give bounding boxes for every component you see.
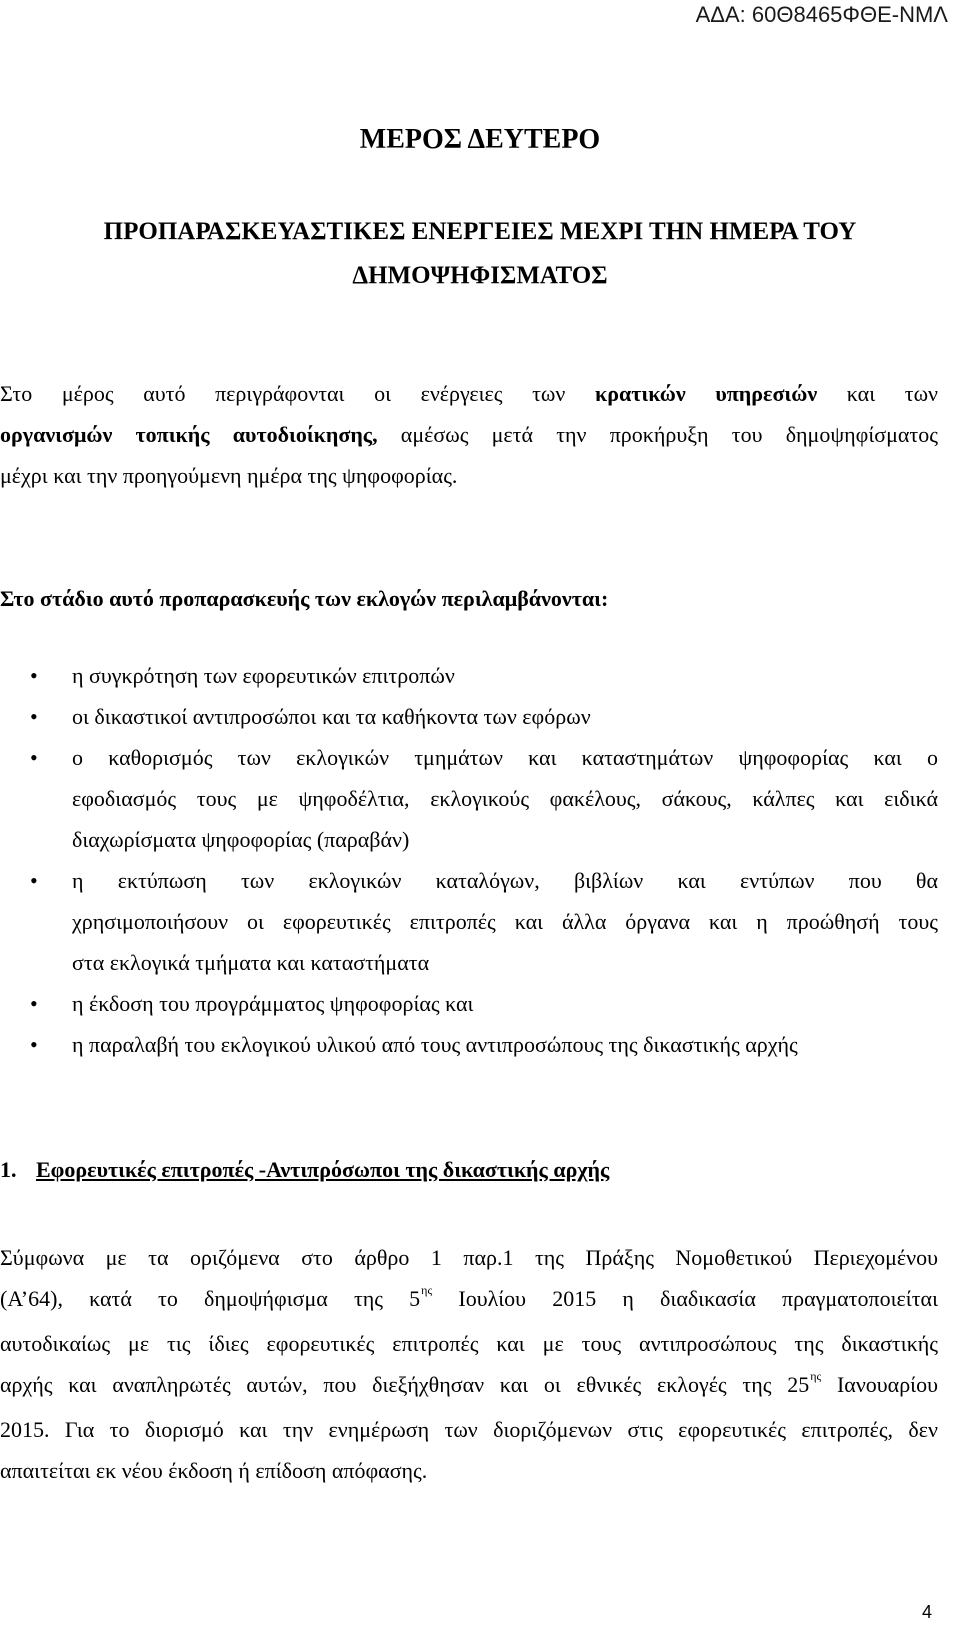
intro-line-3: μέχρι και την προηγούμενη ημέρα της ψηφοφορίας. bbox=[0, 463, 458, 488]
section-1-paragraph: Σύμφωνα με τα οριζόμενα στο άρθρο 1 παρ.1 της Πράξης Νομοθετικού Περιεχομένου (Α’64), κατά το δημοψήφισμα της $5^{\eta\varsigma}$ Ιουλίου 2015 η διαδικασία πραγματοποιείται αυτοδικαίως με τις ίδιες εφορευτικές επιτροπές και με τους αντιπροσώπους της δικαστικής αρχής και αναπληρωτές αυτών, που διεξήχθησαν και οι εθνικές εκλογές της $25^{\eta\varsigma}$ Ιανουαρίου 2015. Για το διορισμό και την ενημέρωση των διοριζόμενων στις εφορευτικές επιτροπές, δεν απαιτείται εκ νέου έκδοση ή επίδοση απόφασης. bbox=[0, 1245, 938, 1483]
part-title: ΜΕΡΟΣ ΔΕΥΤΕΡΟ bbox=[359, 124, 601, 155]
intro-line-1: Στο μέρος αυτό περιγράφονται οι ενέργειες των κρατικών υπηρεσιών και των bbox=[0, 381, 938, 406]
section-title: Εφορευτικές επιτροπές -Αντιπρόσωποι της δικαστικής αρχής bbox=[36, 1157, 610, 1182]
subtitle-line-1: ΠΡΟΠΑΡΑΣΚΕΥΑΣΤΙΚΕΣ ΕΝΕΡΓΕΙΕΣ ΜΕΧΡΙ ΤΗΝ ΗΜΕΡΑ ΤΟΥ bbox=[103, 218, 857, 245]
intro-line-2: οργανισμών τοπικής αυτοδιοίκησης, αμέσως μετά την προκήρυξη του δημοψηφίσματος bbox=[0, 422, 938, 447]
section-1-heading bbox=[0, 1157, 609, 1183]
bullet-icon: • bbox=[30, 868, 38, 893]
bullet-icon: • bbox=[30, 1032, 38, 1057]
intro-paragraph bbox=[0, 373, 938, 496]
list-item: • ο καθορισμός των εκλογικών τμημάτων και καταστημάτων ψηφοφορίας και ο εφοδιασμός τους με ψηφοδέλτια, εκλογικούς φακέλους, σάκους, κάλπες και ειδικά διαχωρίσματα ψηφοφορίας (παραβάν) bbox=[0, 737, 938, 860]
section-number: 1. bbox=[0, 1157, 17, 1182]
bullet-icon: • bbox=[30, 704, 38, 729]
list-item: • η εκτύπωση των εκλογικών καταλόγων, βιβλίων και εντύπων που θα χρησιμοποιήσουν οι εφορευτικές επιτροπές και άλλα όργανα και η προώθησή τους στα εκλογικά τμήματα και καταστήματα bbox=[0, 860, 938, 983]
list-item: • η συγκρότηση των εφορευτικών επιτροπών bbox=[0, 655, 938, 696]
list-item: • η παραλαβή του εκλογικού υλικού από τους αντιπροσώπους της δικαστικής αρχής bbox=[0, 1024, 938, 1065]
bullet-icon: • bbox=[30, 745, 38, 770]
stage-intro: Στο στάδιο αυτό προπαρασκευής των εκλογών περιλαμβάνονται: bbox=[0, 586, 609, 611]
page-number: 4 bbox=[921, 1602, 932, 1622]
list-item: • η έκδοση του προγράμματος ψηφοφορίας και bbox=[0, 983, 938, 1024]
stage-list bbox=[0, 655, 938, 1065]
list-item: • οι δικαστικοί αντιπροσώποι και τα καθήκοντα των εφόρων bbox=[0, 696, 938, 737]
subtitle-line-2: ΔΗΜΟΨΗΦΙΣΜΑΤΟΣ bbox=[352, 262, 608, 289]
bullet-icon: • bbox=[30, 663, 38, 688]
bullet-icon: • bbox=[30, 991, 38, 1016]
ada-code: ΑΔΑ: 60Θ8465ΦΘΕ-ΝΜΛ bbox=[695, 2, 948, 27]
